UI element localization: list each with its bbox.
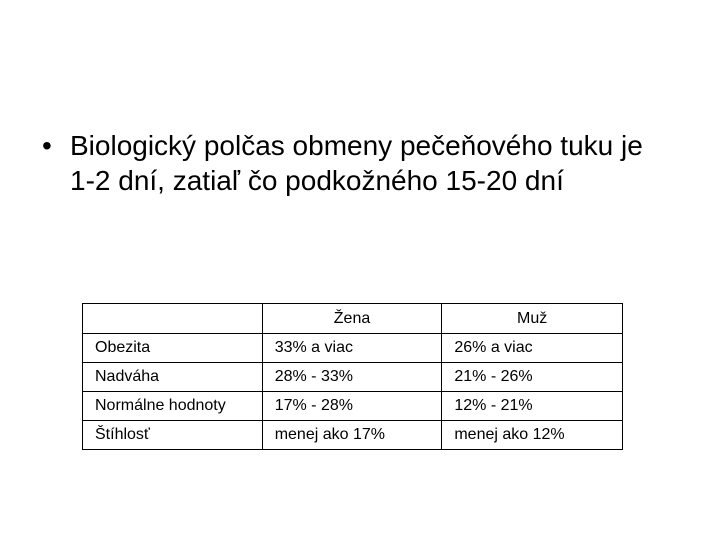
cell-zena: 33% a viac: [262, 334, 442, 363]
cell-muz: 21% - 26%: [442, 363, 623, 392]
table-row: [83, 421, 623, 450]
row-label: Obezita: [83, 334, 263, 363]
body-fat-table: [82, 303, 623, 450]
bullet-item: [42, 128, 662, 198]
row-label: Normálne hodnoty: [83, 392, 263, 421]
bullet-list: [42, 128, 662, 198]
cell-zena: 28% - 33%: [262, 363, 442, 392]
header-empty-cell: [83, 304, 263, 334]
bullet-icon: •: [42, 130, 52, 161]
cell-zena: menej ako 17%: [262, 421, 442, 450]
cell-muz: 12% - 21%: [442, 392, 623, 421]
cell-zena: 17% - 28%: [262, 392, 442, 421]
header-zena: Žena: [262, 304, 442, 334]
table-header-row: [83, 304, 623, 334]
cell-muz: menej ako 12%: [442, 421, 623, 450]
table-row: [83, 363, 623, 392]
row-label: Nadváha: [83, 363, 263, 392]
bullet-text: Biologický polčas obmeny pečeňového tuku je 1-2 dní, zatiaľ čo podkožného 15-20 dní: [70, 130, 643, 196]
cell-muz: 26% a viac: [442, 334, 623, 363]
table-row: [83, 392, 623, 421]
table-row: [83, 334, 623, 363]
row-label: Štíhlosť: [83, 421, 263, 450]
header-muz: Muž: [442, 304, 623, 334]
